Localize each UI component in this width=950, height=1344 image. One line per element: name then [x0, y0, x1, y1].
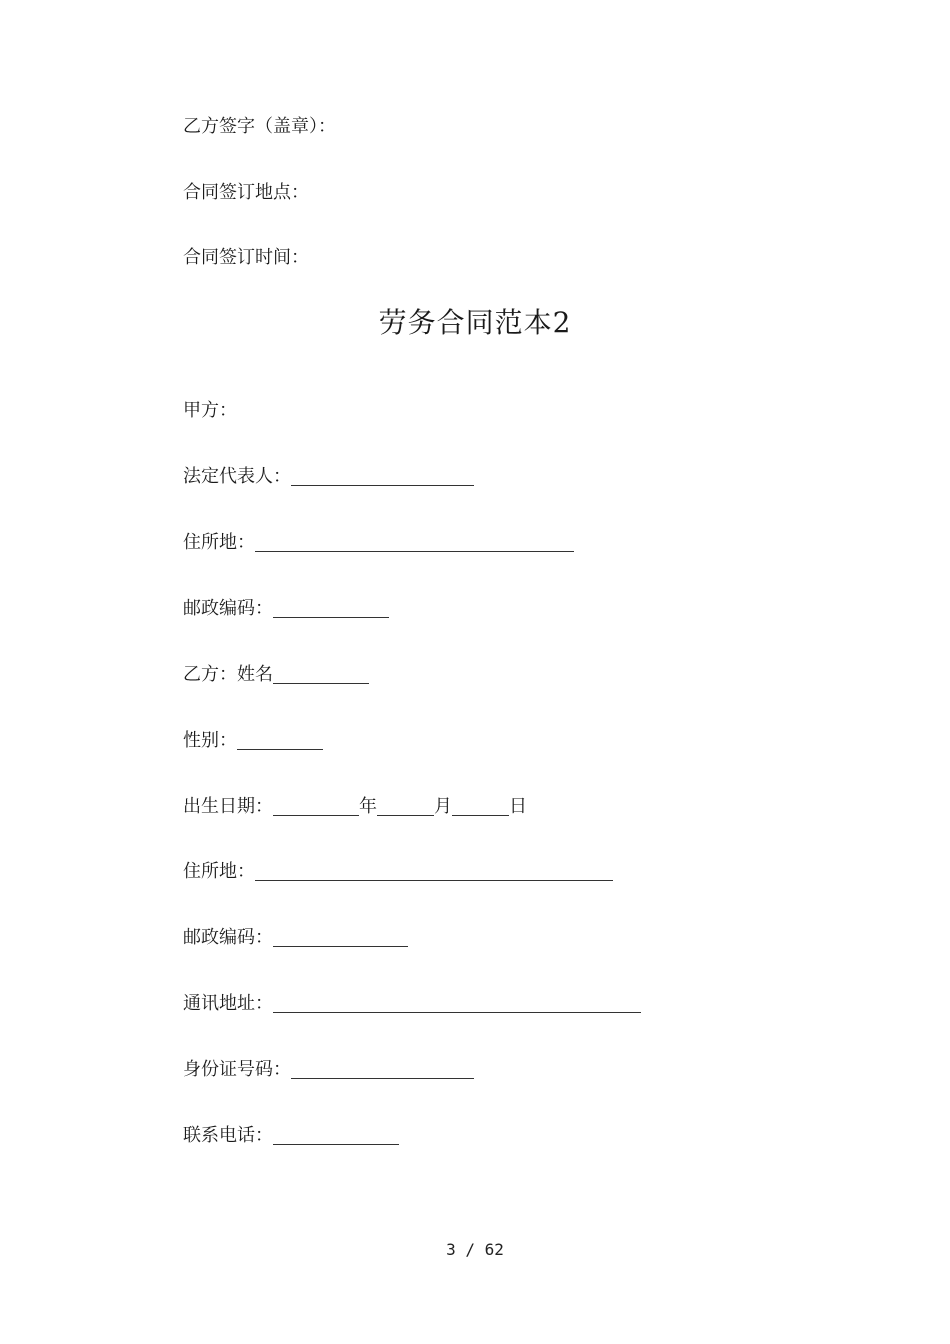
day-label: 日: [509, 796, 527, 817]
month-label: 月: [434, 796, 452, 817]
party-b-postcode-line: [183, 926, 408, 950]
party-b-postcode-label: 邮政编码：: [183, 927, 273, 948]
party-b-address-line: [183, 860, 613, 884]
page-indicator: 3 / 62: [446, 1240, 504, 1259]
party-a-line: [183, 399, 237, 423]
id-number-line: [183, 1058, 474, 1082]
mail-address-line: [183, 992, 641, 1016]
gender-label: 性别：: [183, 730, 237, 751]
phone-label: 联系电话：: [183, 1125, 273, 1146]
sign-time-line: [183, 246, 309, 270]
legal-rep-blank[interactable]: [291, 467, 474, 486]
legal-rep-label: 法定代表人：: [183, 466, 291, 487]
party-a-label: 甲方：: [183, 400, 237, 421]
sign-place-label: 合同签订地点：: [183, 182, 309, 203]
party-a-postcode-label: 邮政编码：: [183, 598, 273, 619]
birth-date-label: 出生日期：: [183, 796, 273, 817]
sign-time-label: 合同签订时间：: [183, 247, 309, 268]
party-a-address-label: 住所地：: [183, 532, 255, 553]
id-number-label: 身份证号码：: [183, 1059, 291, 1080]
party-a-postcode-line: [183, 597, 389, 621]
party-b-address-blank[interactable]: [255, 862, 613, 881]
gender-blank[interactable]: [237, 731, 323, 750]
party-b-name-label: 乙方：姓名: [183, 664, 273, 685]
party-b-name-blank[interactable]: [273, 665, 369, 684]
birth-day-blank[interactable]: [452, 797, 509, 816]
party-a-address-line: [183, 531, 574, 555]
mail-address-label: 通讯地址：: [183, 993, 273, 1014]
birth-month-blank[interactable]: [377, 797, 434, 816]
birth-date-line: [183, 795, 527, 819]
id-number-blank[interactable]: [291, 1060, 474, 1079]
party-a-address-blank[interactable]: [255, 533, 574, 552]
party-a-postcode-blank[interactable]: [273, 599, 389, 618]
party-b-signature-line: [183, 115, 336, 139]
phone-line: [183, 1124, 399, 1148]
party-b-name-line: [183, 663, 369, 687]
phone-blank[interactable]: [273, 1126, 399, 1145]
document-title: 劳务合同范本2: [378, 306, 572, 339]
birth-year-blank[interactable]: [273, 797, 359, 816]
year-label: 年: [359, 796, 377, 817]
mail-address-blank[interactable]: [273, 994, 641, 1013]
party-b-address-label: 住所地：: [183, 861, 255, 882]
gender-line: [183, 729, 323, 753]
party-b-postcode-blank[interactable]: [273, 928, 408, 947]
legal-rep-line: [183, 465, 474, 489]
party-b-signature-label: 乙方签字（盖章）：: [183, 116, 336, 137]
sign-place-line: [183, 181, 309, 205]
